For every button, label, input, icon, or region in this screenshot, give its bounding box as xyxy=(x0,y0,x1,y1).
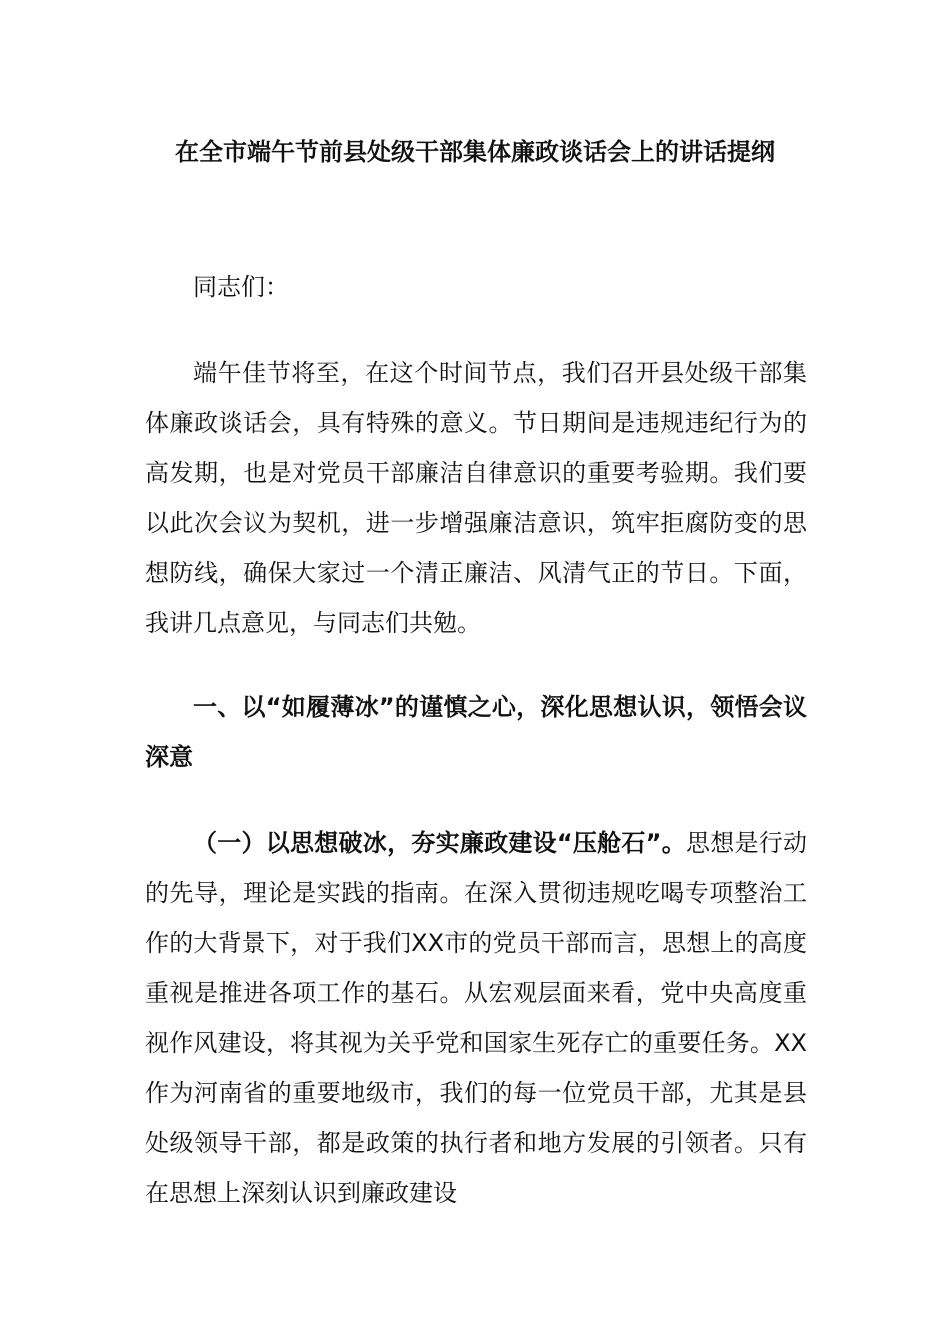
salutation: 同志们： xyxy=(193,273,289,301)
paragraph-section-1-1-text: 思想是行动的先导，理论是实践的指南。在深入贯彻违规吃喝专项整治工作的大背景下，对于我们XX市的党员干部而言，思想上的高度重视是推进各项工作的基石。从宏观层面来看，党中央高度重视作风建设，将其视为关乎党和国家生死存亡的重要任务。XX作为河南省的重要地级市，我们的每一位党员干部，尤其是县处级领导干部，都是政策的执行者和地方发展的引领者。只有在思想上深刻认识到廉政建设 xyxy=(145,829,808,1207)
document-title: 在全市端午节前县处级干部集体廉政谈话会上的讲话提纲 xyxy=(175,138,775,166)
subheading-1-1: （一）以思想破冰，夯实廉政建设“压舱石”。 xyxy=(193,829,686,857)
paragraph-section-1-1 xyxy=(145,818,807,1218)
section-heading-1: 一、以“如履薄冰”的谨慎之心，深化思想认识，领悟会议深意 xyxy=(145,693,807,771)
paragraph-intro: 端午佳节将至，在这个时间节点，我们召开县处级干部集体廉政谈话会，具有特殊的意义。节日期间是违规违纪行为的高发期，也是对党员干部廉洁自律意识的重要考验期。我们要以此次会议为契机，进一步增强廉洁意识，筑牢拒腐防变的思想防线，确保大家过一个清正廉洁、风清气正的节日。下面，我讲几点意见，与同志们共勉。 xyxy=(145,359,807,637)
